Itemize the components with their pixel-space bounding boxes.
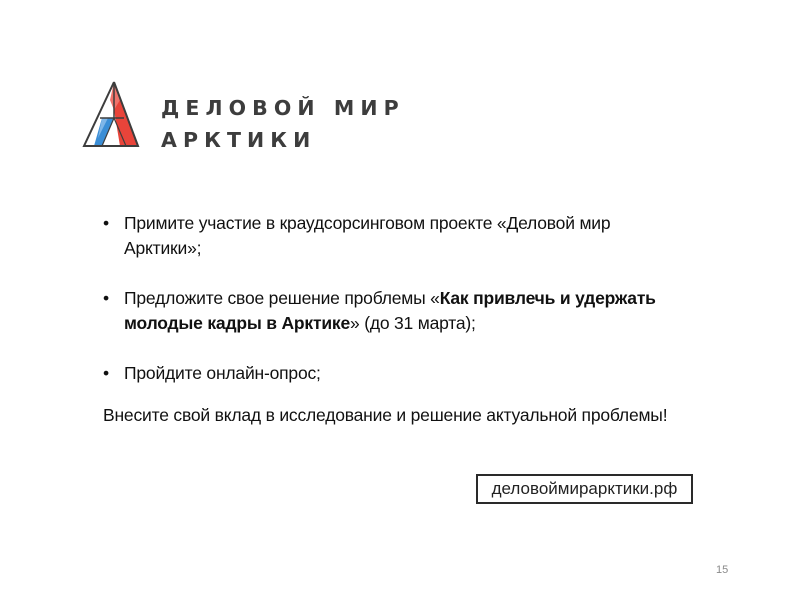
bullet-text-bold: молодые кадры в Арктике	[124, 313, 350, 333]
bullet-text-line: Арктики»;	[124, 238, 202, 258]
closing-statement: Внесите свой вклад в исследование и решение актуальной проблемы!	[103, 405, 668, 425]
bullet-item-participate	[103, 211, 723, 261]
logo-wordmark	[161, 92, 405, 156]
bullet-text-bold: Как привлечь и удержать	[439, 288, 656, 308]
bullet-marker: •	[103, 213, 109, 233]
arctic-triangle-logo-icon	[80, 80, 142, 150]
bullet-marker: •	[103, 363, 109, 383]
bullet-text: Пройдите онлайн-опрос;	[124, 363, 321, 383]
logo-line-2: АРКТИКИ	[161, 128, 317, 152]
page-number: 15	[716, 564, 729, 576]
logo-line-1: ДЕЛОВОЙ МИР	[161, 96, 405, 120]
bullet-marker: •	[103, 288, 109, 308]
bullet-list	[103, 211, 723, 411]
bullet-text-line: Примите участие в краудсорсинговом проекте «Деловой мир	[124, 213, 611, 233]
bullet-item-survey	[103, 361, 723, 386]
bullet-text-suffix: » (до 31 марта);	[350, 313, 476, 333]
website-link[interactable]: деловоймирарктики.рф	[476, 474, 693, 504]
bullet-text-prefix: Предложите свое решение проблемы «	[124, 288, 440, 308]
bullet-item-propose	[103, 286, 723, 336]
